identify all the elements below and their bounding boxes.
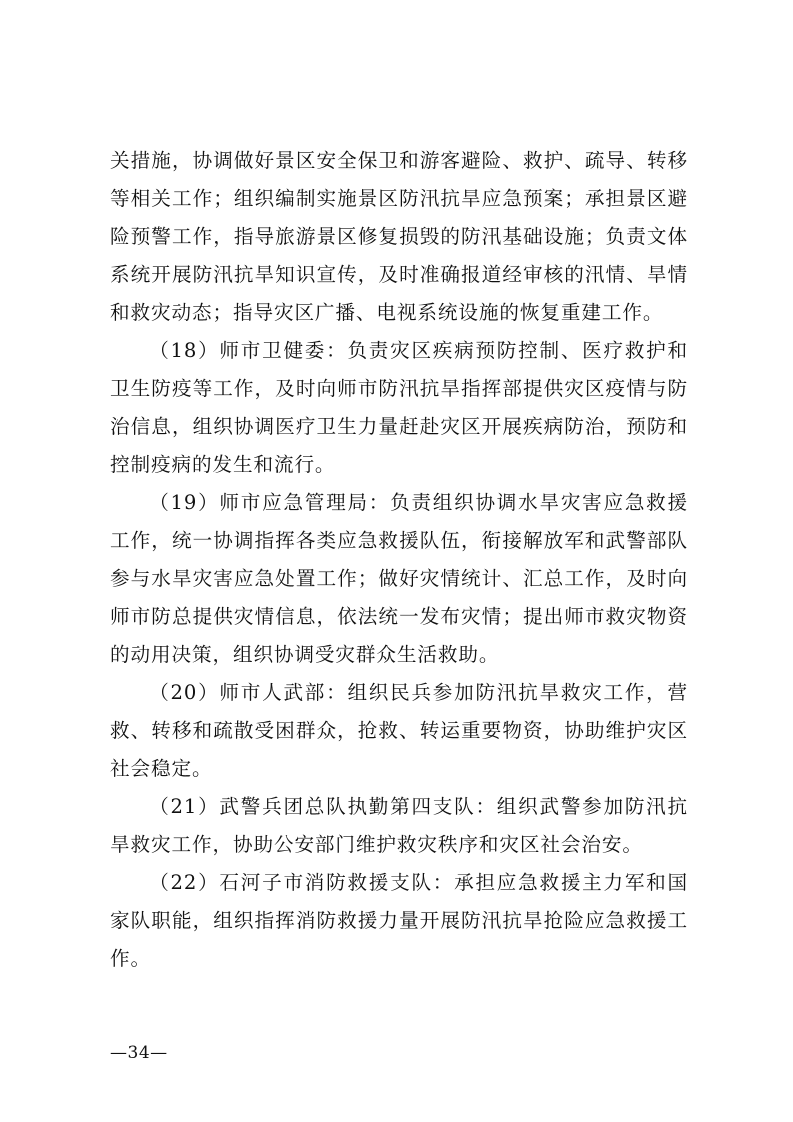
paragraph-item-21: （21）武警兵团总队执勤第四支队：组织武警参加防汛抗旱救灾工作，协助公安部门维护救灾秩序和灾区社会治安。: [110, 795, 688, 856]
paragraph-continuation: 关措施，协调做好景区安全保卫和游客避险、救护、疏导、转移等相关工作；组织编制实施景区防汛抗旱应急预案；承担景区避险预警工作，指导旅游景区修复损毁的防汛基础设施；负责文体系统开展防汛抗旱知识宣传，及时准确报道经审核的汛情、旱情和救灾动态；指导灾区广播、电视系统设施的恢复重建工作。: [110, 149, 688, 324]
paragraph-item-20: （20）师市人武部：组织民兵参加防汛抗旱救灾工作，营救、转移和疏散受困群众，抢救、转运重要物资，协助维护灾区社会稳定。: [110, 681, 688, 780]
document-body: [110, 142, 688, 978]
paragraph-item-18: （18）师市卫健委：负责灾区疾病预防控制、医疗救护和卫生防疫等工作，及时向师市防汛抗旱指挥部提供灾区疫情与防治信息，组织协调医疗卫生力量赶赴灾区开展疾病防治，预防和控制疫病的发生和流行。: [110, 339, 688, 476]
page-number: —34—: [110, 1043, 168, 1063]
paragraph-item-22: （22）石河子市消防救援支队：承担应急救援主力军和国家队职能，组织指挥消防救援力量开展防汛抗旱抢险应急救援工作。: [110, 871, 688, 970]
paragraph-item-19: （19）师市应急管理局：负责组织协调水旱灾害应急救援工作，统一协调指挥各类应急救援队伍，衔接解放军和武警部队参与水旱灾害应急处置工作；做好灾情统计、汇总工作，及时向师市防总提供灾情信息，依法统一发布灾情；提出师市救灾物资的动用决策，组织协调受灾群众生活救助。: [110, 491, 688, 666]
